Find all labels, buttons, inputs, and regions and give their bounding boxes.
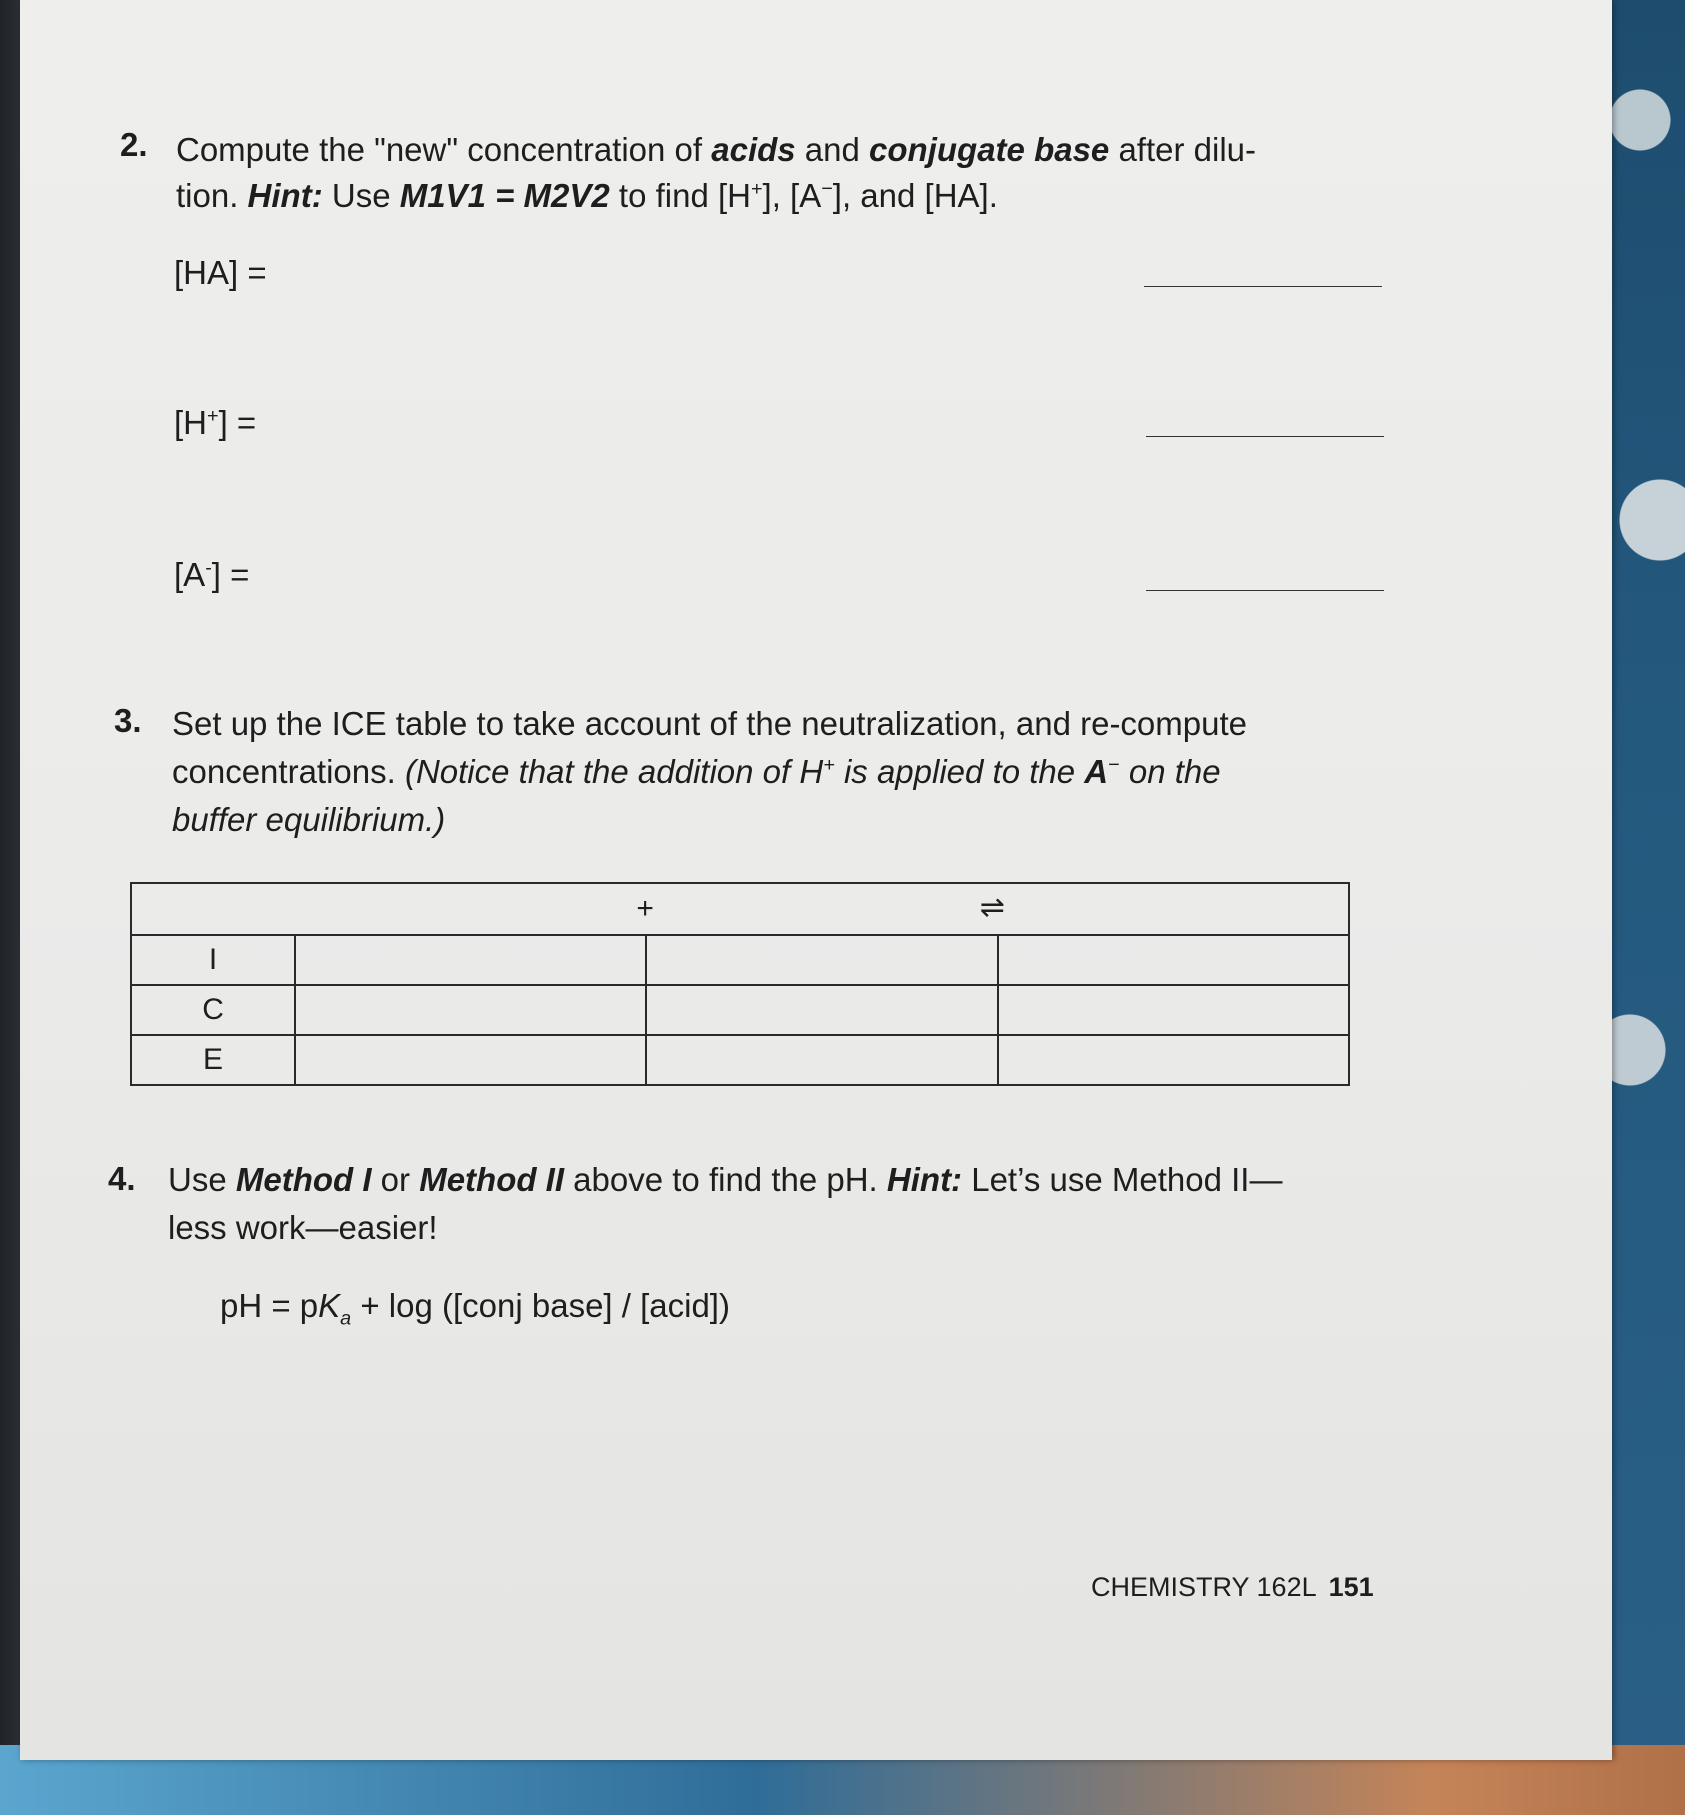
page-number: 151 — [1328, 1572, 1374, 1602]
ice-table-header-row — [131, 883, 1349, 935]
ice-cell[interactable] — [998, 935, 1349, 985]
background-right-fabric — [1600, 0, 1685, 1815]
question-4-text-line1: Use Method I or Method II above to find the pH. Hint: Let’s use Method II— — [168, 1161, 1283, 1198]
course-name: CHEMISTRY 162L — [1091, 1572, 1317, 1602]
ice-cell[interactable] — [998, 1035, 1349, 1085]
question-3-number: 3. — [114, 702, 142, 739]
ice-table — [130, 882, 1350, 1086]
ice-row-label-i: I — [131, 935, 295, 985]
ice-cell[interactable] — [998, 985, 1349, 1035]
h-plus-label: [H+] = — [174, 404, 257, 441]
ice-header-product[interactable] — [979, 883, 1349, 935]
worksheet-page — [20, 0, 1612, 1760]
ice-row-label-c: C — [131, 985, 295, 1035]
ice-header-blank — [131, 883, 295, 935]
question-2-number: 2. — [120, 126, 148, 163]
ice-cell[interactable] — [295, 935, 646, 985]
question-3-text-line3: buffer equilibrium.) — [172, 801, 446, 838]
question-2-text-line2: tion. Hint: Use M1V1 = M2V2 to find [H+], [A−], and [HA]. — [176, 177, 998, 214]
a-minus-label: [A-] = — [174, 556, 250, 593]
ice-cell[interactable] — [295, 985, 646, 1035]
ha-label: [HA] = — [174, 254, 267, 291]
ice-row-initial — [131, 935, 1349, 985]
page-footer — [1091, 1572, 1374, 1603]
question-3-text-line1: Set up the ICE table to take account of the neutralization, and re-compute — [172, 705, 1247, 742]
ice-cell[interactable] — [646, 985, 997, 1035]
ice-row-change — [131, 985, 1349, 1035]
henderson-hasselbalch-equation: pH = $pK_a + \log$ ([conj base] / [acid]) — [220, 1287, 730, 1330]
question-2-text-line1: Compute the "new" concentration of acids and conjugate base after dilu- — [176, 131, 1257, 168]
equilibrium-arrow-icon: ⇌ — [979, 891, 1005, 924]
a-minus-answer-blank[interactable] — [1146, 590, 1384, 591]
ice-header-reactant-2[interactable] — [636, 883, 997, 935]
ice-row-label-e: E — [131, 1035, 295, 1085]
question-4-text-line2: less work—easier! — [168, 1209, 438, 1246]
question-3-text-line2: concentrations. (Notice that the addition of H+ is applied to the A− on the — [172, 753, 1221, 790]
plus-sign: + — [636, 892, 654, 925]
ice-row-equilibrium — [131, 1035, 1349, 1085]
ice-header-reactant-1[interactable] — [295, 883, 646, 935]
ha-answer-blank[interactable] — [1144, 286, 1382, 287]
ice-cell[interactable] — [646, 935, 997, 985]
h-plus-answer-blank[interactable] — [1146, 436, 1384, 437]
ice-cell[interactable] — [646, 1035, 997, 1085]
ice-cell[interactable] — [295, 1035, 646, 1085]
question-4-number: 4. — [108, 1160, 136, 1197]
